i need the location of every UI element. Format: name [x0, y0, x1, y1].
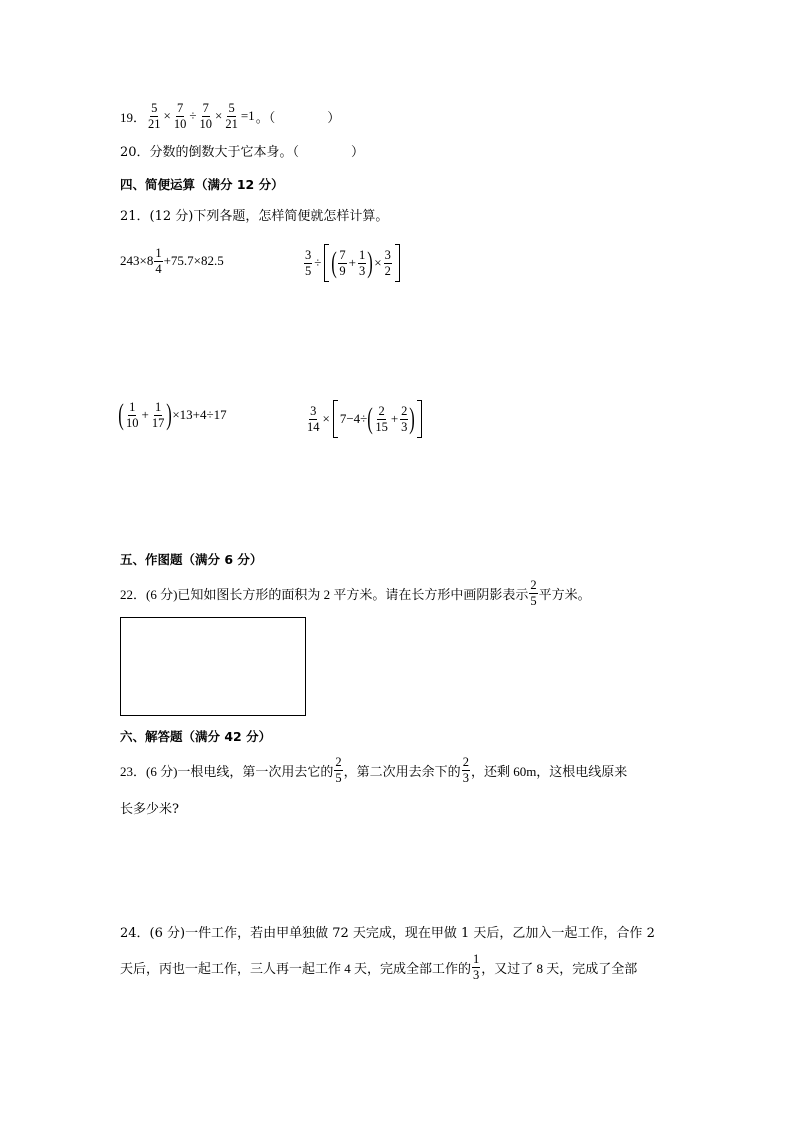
question-19: 19． $\frac{5}{21}$ × $\frac{7}{10}$ ÷ $\frac{7}{10}$ × $\frac{5}{21}$ =1 。（ ）	[120, 101, 341, 131]
answer-blank[interactable]: 。（ ）	[255, 109, 341, 125]
fraction: $\frac{5}{21}$	[225, 101, 238, 131]
fraction: $\frac{1}{17}$	[151, 400, 165, 430]
question-23-line2: 长多少米?	[120, 802, 179, 817]
expression-4: $\frac{3}{14}$ × 7−4÷ ( $\frac{2}{15}$ + $\frac{2}{3}$ )	[305, 400, 424, 438]
fraction: $\frac{1}{10}$	[126, 400, 139, 430]
q19-number: 19．	[120, 109, 147, 125]
fraction: $\frac{1}{3}$	[358, 248, 366, 278]
expression-3: ( $\frac{1}{10}$ + $\frac{1}{17}$ ) ×13+4÷17	[118, 398, 227, 431]
fraction: $\frac{7}{9}$	[339, 248, 346, 278]
left-bracket	[324, 244, 329, 282]
question-24-line1: 24．(6 分)一件工作，若由甲单独做 72 天完成，现在甲做 1 天后，乙加入一起工作，合作 2	[120, 926, 655, 941]
question-24-line2: 天后，丙也一起工作，三人再一起工作 4 天，完成全部工作的 $\frac{1}{3}$ ，又过了 8 天，完成了全部	[120, 952, 638, 982]
question-22: 22．(6 分)已知如图长方形的面积为 2 平方米。请在长方形中画阴影表示 $\frac{2}{5}$ 平方米。	[120, 578, 591, 608]
fraction: $\frac{2}{5}$	[530, 578, 537, 608]
fraction: $\frac{5}{21}$	[148, 101, 161, 131]
fraction: $\frac{3}{5}$	[305, 248, 312, 278]
fraction: $\frac{1}{3}$	[473, 952, 480, 982]
drawing-rectangle[interactable]	[120, 617, 306, 716]
section-heading-5: 五、作图题（满分 6 分）	[120, 552, 263, 567]
fraction: $\frac{7}{10}$	[173, 101, 187, 131]
section-heading-6: 六、解答题（满分 42 分）	[120, 729, 272, 744]
right-bracket	[395, 244, 400, 282]
fraction: $\frac{2}{3}$	[462, 755, 469, 785]
fraction: $\frac{2}{15}$	[375, 404, 388, 434]
fraction: $\frac{2}{3}$	[401, 404, 408, 434]
question-20: 20．分数的倒数大于它本身。（ ）	[120, 145, 365, 160]
fraction: $\frac{7}{10}$	[199, 101, 212, 131]
question-21: 21．(12 分)下列各题，怎样简便就怎样计算。	[120, 209, 389, 224]
left-bracket	[333, 400, 338, 438]
expression-2: $\frac{3}{5}$ ÷ ( $\frac{7}{9}$ + $\frac{1}{3}$ ) × $\frac{3}{2}$	[303, 244, 402, 282]
fraction: $\frac{2}{5}$	[335, 755, 342, 785]
right-bracket	[417, 400, 422, 438]
question-23: 23．(6 分)一根电线，第一次用去它的 $\frac{2}{5}$ ，第二次用去余下的 $\frac{2}{3}$ ，还剩 60m，这根电线原来	[120, 755, 628, 785]
section-heading-4: 四、简便运算（满分 12 分）	[120, 177, 284, 192]
mixed-fraction: $\frac{1}{4}$	[155, 246, 162, 276]
fraction: $\frac{3}{2}$	[384, 248, 391, 278]
expression-1: 243×8 $\frac{1}{4}$ +75.7×82.5	[120, 246, 224, 276]
fraction: $\frac{3}{14}$	[307, 404, 320, 434]
